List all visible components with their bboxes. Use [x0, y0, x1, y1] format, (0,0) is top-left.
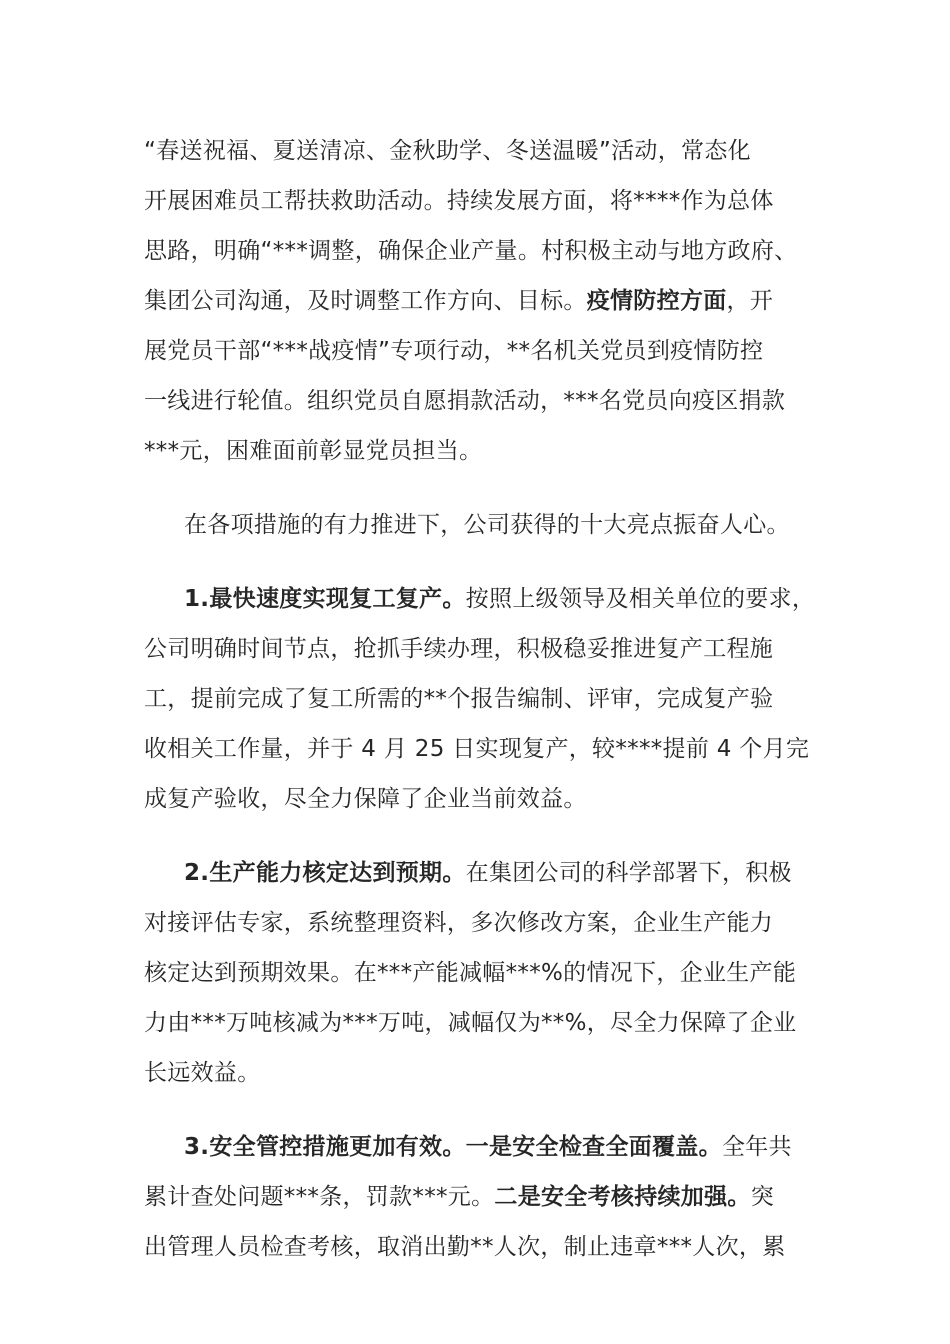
line	[144, 998, 814, 1048]
text-run: 开展困难员工帮扶救助活动。持续发展方面，将****作为总体	[144, 188, 774, 214]
text-run: 全年共	[721, 1134, 792, 1160]
line	[144, 500, 814, 550]
text-run: 在各项措施的有力推进下，公司获得的十大亮点振奋人心。	[184, 512, 790, 538]
bold-text-run: 2.生产能力核定达到预期。	[184, 860, 466, 886]
text-run: 出管理人员检查考核，取消出勤**人次，制止违章***人次，累	[144, 1234, 786, 1260]
text-run: 按照上级领导及相关单位的要求，	[465, 586, 816, 612]
line	[144, 126, 814, 176]
text-run: 集团公司沟通，及时调整工作方向、目标。	[144, 288, 587, 314]
line	[144, 724, 814, 774]
text-run: 展党员干部“***战疫情”专项行动，**名机关党员到疫情防控	[144, 338, 764, 364]
text-run: 一线进行轮值。组织党员自愿捐款活动，***名党员向疫区捐款	[144, 388, 786, 414]
bold-text-run: 二是安全考核持续加强。	[494, 1184, 751, 1210]
text-run: 力由***万吨核减为***万吨，减幅仅为**%，尽全力保障了企业	[144, 1010, 797, 1036]
line	[144, 426, 814, 476]
line	[144, 1222, 814, 1272]
line	[144, 674, 814, 724]
text-run: 突	[750, 1184, 775, 1210]
paragraph-gap	[144, 1098, 814, 1122]
text-run: “春送祝福、夏送清凉、金秋助学、冬送温暖”活动，常态化	[144, 138, 751, 164]
text-run: 核定达到预期效果。在***产能减幅***%的情况下，企业生产能	[144, 960, 797, 986]
paragraph-2	[144, 574, 814, 824]
paragraph-3	[144, 848, 814, 1098]
paragraph-gap	[144, 550, 814, 574]
line	[144, 326, 814, 376]
line	[144, 774, 814, 824]
paragraph-gap	[144, 824, 814, 848]
text-run: ***元，困难面前彰显党员担当。	[144, 438, 483, 464]
document-body	[144, 126, 814, 1272]
line	[144, 1172, 814, 1222]
line	[144, 948, 814, 998]
line	[144, 376, 814, 426]
paragraph-1	[144, 500, 814, 550]
line	[144, 624, 814, 674]
line	[144, 1048, 814, 1098]
line	[144, 574, 814, 624]
line	[144, 276, 814, 326]
text-run: 成复产验收，尽全力保障了企业当前效益。	[144, 786, 587, 812]
line	[144, 898, 814, 948]
line	[144, 848, 814, 898]
bold-text-run: 疫情防控方面	[586, 288, 727, 314]
text-run: ，开	[726, 288, 774, 314]
text-run: 长远效益。	[144, 1060, 261, 1086]
text-run: 累计查处问题***条，罚款***元。	[144, 1184, 495, 1210]
text-run: 对接评估专家，系统整理资料，多次修改方案，企业生产能力	[144, 910, 774, 936]
line	[144, 176, 814, 226]
bold-text-run: 3.安全管控措施更加有效。一是安全检查全面覆盖。	[184, 1134, 722, 1160]
line	[144, 1122, 814, 1172]
paragraph-gap	[144, 476, 814, 500]
text-run: 公司明确时间节点，抢抓手续办理，积极稳妥推进复产工程施	[144, 636, 774, 662]
text-run: 工，提前完成了复工所需的**个报告编制、评审，完成复产验	[144, 686, 774, 712]
line	[144, 226, 814, 276]
text-run: 收相关工作量，并于 4 月 25 日实现复产，较****提前 4 个月完	[144, 736, 810, 762]
paragraph-4	[144, 1122, 814, 1272]
text-run: 思路，明确“***调整，确保企业产量。村积极主动与地方政府、	[144, 238, 798, 264]
text-run: 在集团公司的科学部署下，积极	[465, 860, 792, 886]
paragraph-0	[144, 126, 814, 476]
bold-text-run: 1.最快速度实现复工复产。	[184, 586, 466, 612]
